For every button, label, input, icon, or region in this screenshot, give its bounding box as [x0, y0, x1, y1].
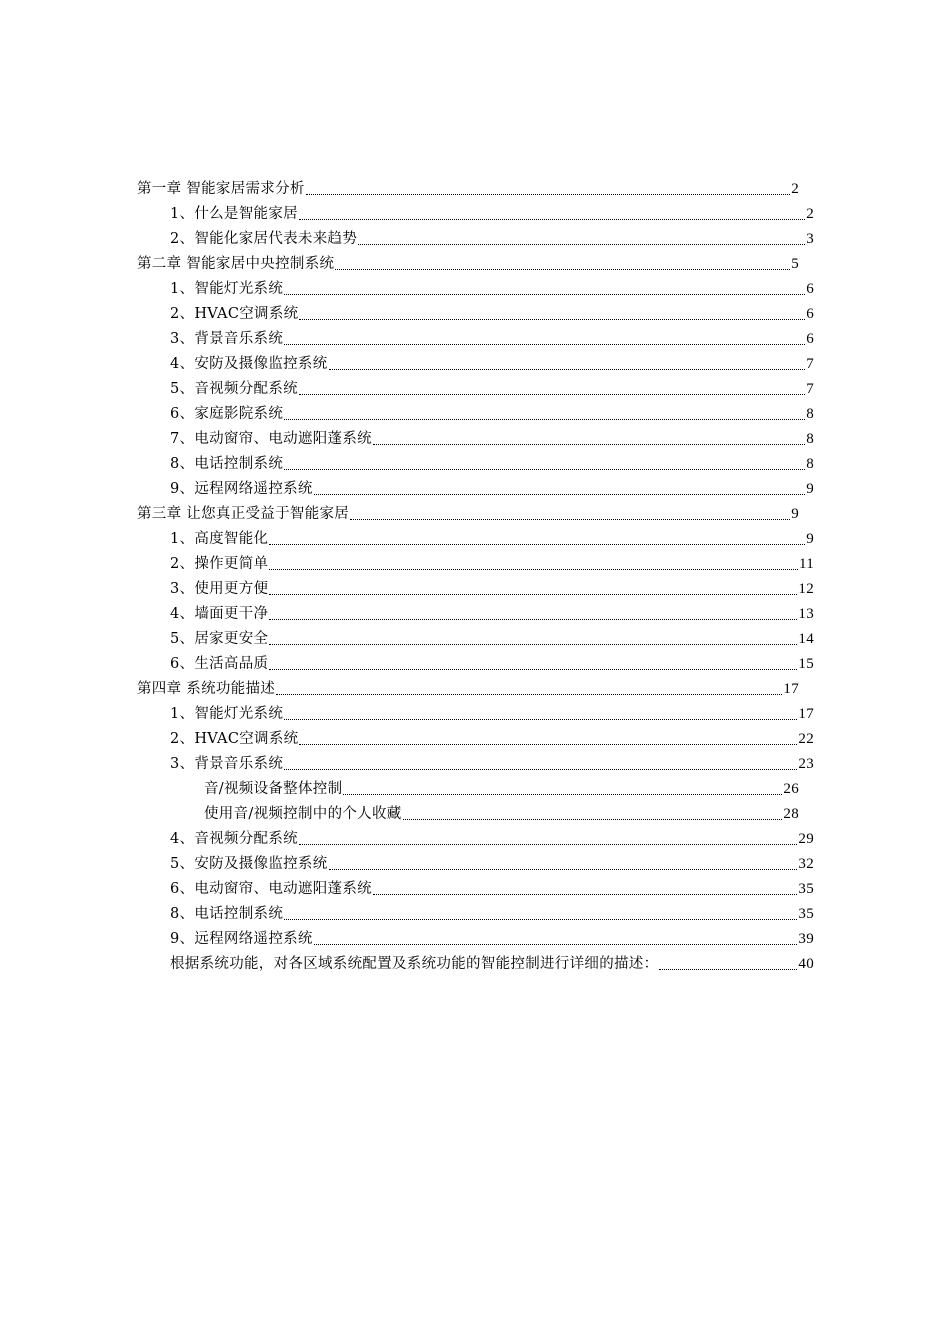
toc-dot-leader	[299, 380, 805, 395]
toc-entry-page-number: 32	[798, 856, 814, 872]
toc-entry-page-number: 6	[806, 331, 814, 347]
toc-section-entry[interactable]	[170, 823, 814, 848]
toc-section-entry[interactable]	[170, 748, 814, 773]
toc-section-entry[interactable]	[170, 398, 814, 423]
toc-entry-page-number: 6	[806, 281, 814, 297]
toc-dot-leader	[269, 605, 797, 620]
toc-section-entry[interactable]	[170, 473, 814, 498]
toc-entry-title: 8、电话控制系统	[170, 906, 284, 922]
toc-dot-leader	[284, 705, 797, 720]
toc-entry-page-number: 35	[798, 881, 814, 897]
toc-chapter-entry[interactable]	[137, 248, 799, 273]
toc-entry-page-number: 26	[783, 781, 799, 797]
toc-section-entry[interactable]	[170, 598, 814, 623]
toc-entry-title: 1、什么是智能家居	[170, 206, 298, 222]
toc-entry-title: 4、墙面更干净	[170, 606, 269, 622]
toc-entry-title: 1、智能灯光系统	[170, 706, 284, 722]
toc-entry-page-number: 17	[798, 706, 814, 722]
toc-dot-leader	[306, 180, 790, 195]
toc-section-entry[interactable]	[170, 448, 814, 473]
toc-entry-page-number: 9	[806, 481, 814, 497]
toc-dot-leader	[373, 880, 797, 895]
toc-section-entry[interactable]	[170, 873, 814, 898]
toc-entry-title: 5、居家更安全	[170, 631, 269, 647]
toc-entry-title: 2、智能化家居代表未来趋势	[170, 231, 358, 247]
toc-entry-page-number: 40	[798, 956, 814, 972]
toc-entry-title: 根据系统功能，对各区域系统配置及系统功能的智能控制进行详细的描述：	[170, 956, 659, 972]
toc-chapter-entry[interactable]	[137, 173, 799, 198]
toc-entry-page-number: 29	[798, 831, 814, 847]
toc-entry-title: 9、远程网络遥控系统	[170, 481, 313, 497]
toc-entry-page-number: 12	[798, 581, 814, 597]
toc-entry-title: 6、生活高品质	[170, 656, 269, 672]
toc-chapter-entry[interactable]	[137, 673, 799, 698]
toc-entry-page-number: 13	[798, 606, 814, 622]
toc-entry-title: 第二章 智能家居中央控制系统	[137, 256, 335, 272]
toc-entry-page-number: 35	[798, 906, 814, 922]
toc-entry-page-number: 22	[798, 731, 814, 747]
toc-entry-title: 1、高度智能化	[170, 531, 269, 547]
toc-section-entry[interactable]	[170, 198, 814, 223]
toc-entry-page-number: 3	[806, 231, 814, 247]
toc-section-entry[interactable]	[170, 373, 814, 398]
toc-entry-title: 5、安防及摄像监控系统	[170, 856, 328, 872]
toc-chapter-entry[interactable]	[137, 498, 799, 523]
toc-entry-page-number: 8	[806, 431, 814, 447]
toc-section-entry[interactable]	[170, 698, 814, 723]
toc-section-entry[interactable]	[170, 573, 814, 598]
toc-entry-title: 3、背景音乐系统	[170, 756, 284, 772]
toc-dot-leader	[269, 655, 797, 670]
toc-dot-leader	[314, 930, 798, 945]
toc-section-entry[interactable]	[170, 298, 814, 323]
toc-entry-page-number: 7	[806, 356, 814, 372]
toc-section-entry[interactable]	[170, 898, 814, 923]
toc-dot-leader	[299, 730, 797, 745]
toc-dot-leader	[299, 830, 797, 845]
toc-dot-leader	[284, 280, 805, 295]
toc-entry-title: 使用音/视频控制中的个人收藏	[204, 806, 402, 822]
toc-entry-title: 3、使用更方便	[170, 581, 269, 597]
toc-section-entry[interactable]	[170, 423, 814, 448]
toc-entry-page-number: 28	[783, 806, 799, 822]
toc-entry-page-number: 8	[806, 406, 814, 422]
toc-entry-page-number: 17	[783, 681, 799, 697]
toc-entry-title: 2、操作更简单	[170, 556, 269, 572]
toc-entry-page-number: 2	[806, 206, 814, 222]
toc-entry-title: 6、家庭影院系统	[170, 406, 284, 422]
toc-entry-title: 2、HVAC空调系统	[170, 306, 299, 322]
toc-section-entry[interactable]	[170, 948, 814, 973]
toc-entry-page-number: 6	[806, 306, 814, 322]
toc-entry-page-number: 7	[806, 381, 814, 397]
toc-section-entry[interactable]	[170, 548, 814, 573]
toc-entry-page-number: 8	[806, 456, 814, 472]
toc-section-entry[interactable]	[170, 223, 814, 248]
toc-section-entry[interactable]	[170, 723, 814, 748]
toc-entry-page-number: 11	[798, 556, 814, 572]
toc-dot-leader	[284, 755, 797, 770]
toc-dot-leader	[299, 205, 805, 220]
toc-dot-leader	[343, 780, 782, 795]
toc-section-entry[interactable]	[170, 273, 814, 298]
toc-dot-leader	[276, 680, 782, 695]
toc-entry-title: 9、远程网络遥控系统	[170, 931, 313, 947]
toc-dot-leader	[329, 355, 806, 370]
toc-subsection-entry[interactable]	[204, 798, 799, 823]
toc-entry-page-number: 14	[798, 631, 814, 647]
toc-entry-title: 8、电话控制系统	[170, 456, 284, 472]
toc-dot-leader	[659, 955, 797, 970]
toc-entry-title: 音/视频设备整体控制	[204, 781, 343, 797]
toc-entry-page-number: 39	[798, 931, 814, 947]
toc-entry-page-number: 23	[798, 756, 814, 772]
toc-section-entry[interactable]	[170, 848, 814, 873]
toc-entry-title: 3、背景音乐系统	[170, 331, 284, 347]
toc-entry-page-number: 9	[806, 531, 814, 547]
toc-dot-leader	[284, 905, 797, 920]
toc-entry-title: 1、智能灯光系统	[170, 281, 284, 297]
toc-section-entry[interactable]	[170, 523, 814, 548]
toc-dot-leader	[373, 430, 805, 445]
toc-dot-leader	[335, 255, 790, 270]
toc-entry-title: 第三章 让您真正受益于智能家居	[137, 506, 350, 522]
table-of-contents	[0, 173, 950, 973]
toc-entry-title: 6、电动窗帘、电动遮阳蓬系统	[170, 881, 372, 897]
toc-dot-leader	[269, 580, 797, 595]
toc-dot-leader	[284, 405, 805, 420]
toc-entry-page-number: 5	[791, 256, 799, 272]
toc-dot-leader	[350, 505, 790, 520]
toc-entry-title: 4、音视频分配系统	[170, 831, 298, 847]
toc-section-entry[interactable]	[170, 348, 814, 373]
toc-dot-leader	[403, 805, 783, 820]
toc-entry-title: 第四章 系统功能描述	[137, 681, 276, 697]
toc-dot-leader	[269, 630, 797, 645]
toc-dot-leader	[269, 555, 798, 570]
toc-entry-title: 5、音视频分配系统	[170, 381, 298, 397]
toc-entry-title: 第一章 智能家居需求分析	[137, 181, 305, 197]
toc-entry-page-number: 2	[791, 181, 799, 197]
toc-section-entry[interactable]	[170, 648, 814, 673]
toc-dot-leader	[329, 855, 798, 870]
toc-entry-title: 2、HVAC空调系统	[170, 731, 299, 747]
toc-dot-leader	[284, 330, 805, 345]
toc-dot-leader	[314, 480, 805, 495]
toc-entry-title: 7、电动窗帘、电动遮阳蓬系统	[170, 431, 372, 447]
toc-dot-leader	[358, 230, 805, 245]
toc-dot-leader	[284, 455, 805, 470]
toc-dot-leader	[299, 305, 805, 320]
toc-section-entry[interactable]	[170, 323, 814, 348]
toc-subsection-entry[interactable]	[204, 773, 799, 798]
toc-section-entry[interactable]	[170, 923, 814, 948]
toc-entry-title: 4、安防及摄像监控系统	[170, 356, 328, 372]
toc-entry-page-number: 15	[798, 656, 814, 672]
toc-entry-page-number: 9	[791, 506, 799, 522]
toc-section-entry[interactable]	[170, 623, 814, 648]
toc-dot-leader	[269, 530, 805, 545]
